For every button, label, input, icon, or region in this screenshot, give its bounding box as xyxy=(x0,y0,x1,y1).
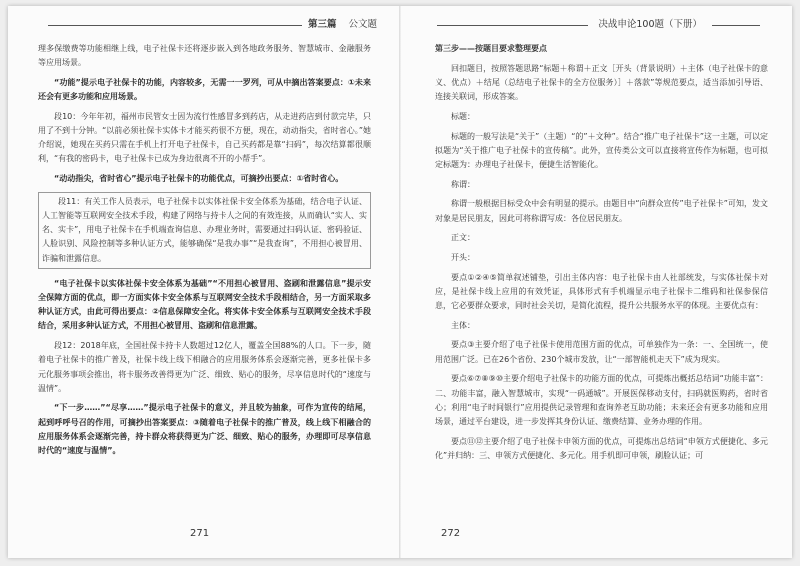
paragraph: 要点⑥⑦⑧⑨⑩主要介绍电子社保卡的功能方面的优点，可提炼出概括总结词“功能丰富”：二、功能丰富，融入智慧城市，实现“一码通城”。开展医保移动支付，扫码就医购药，省时省心；利用“电子时间银行”应用提供记录管理和查询养老互助功能；未来还会有更多功能和应用场景，通过平台建设，进一步发挥其身份认证、缴费结算、业务办理的作用。 xyxy=(435,374,768,426)
paragraph: 称谓： xyxy=(451,179,475,189)
paragraph: “动动指尖，省时省心”提示电子社保卡的功能优点，可摘抄出要点：①省时省心。 xyxy=(54,174,344,184)
paragraph: 要点①②④⑤简单叙述铺垫，引出主体内容：电子社保卡由人社部统发，与实体社保卡对应，是社保卡线上应用的有效凭证，具体形式有手机端显示电子社保卡二维码和社保参保信息，它必要群众要求，同时社会关切，是简化流程，提升公共服务水平的体现。主要优点有： xyxy=(435,272,768,311)
paragraph: 正文： xyxy=(451,233,475,243)
header-rule xyxy=(48,25,302,26)
paragraph: “下一步……”“尽享……”提示电子社保卡的意义，并且较为抽象，可作为宣传的结尾，起到呼呼号召的作用，可摘抄出答案要点：③随着电子社保卡的推广普及，线上线下相融合的应用服务体系会逐渐完善，持卡群众将获得更为广泛、细致、贴心的服务，办理即可尽享信息时代的“速度与温情”。 xyxy=(38,403,371,456)
left-page-content xyxy=(38,42,371,464)
book-spread xyxy=(8,6,792,558)
right-page-content xyxy=(435,42,768,469)
paragraph: 理多保缴费等功能相继上线，电子社保卡还将逐步嵌入到各地政务服务、智慧城市、金融服务等应用场景。 xyxy=(38,44,371,68)
paragraph: 主体： xyxy=(451,320,475,330)
left-page-header xyxy=(42,18,377,32)
paragraph: 段11：有关工作人员表示，电子社保卡以实体社保卡安全体系为基础，结合电子认证、人工智能等互联网安全技术手段，构建了网络与持卡人之间的有效连接，从而确认“实人、实名、实卡”，用电子社保卡在手机端查询信息、办理业务时，需要通过扫码认证、密码验证、人脸识别、风险控制等多种认证方式，能够确保“是我办事”“是我查询”，不用担心被冒用、诈骗和泄露信息。 xyxy=(38,192,371,269)
paragraph: 要点⑪⑫主要介绍了电子社保卡申领方面的优点，可提炼出总结词“申领方式便捷化、多元化”并归纳：三、申领方式便捷化、多元化。用手机即可申领，刷脸认证；可 xyxy=(435,436,768,460)
paragraph: 段12：2018年底，全国社保卡持卡人数超过12亿人，覆盖全国88%的人口。下一步，随着电子社保卡的推广普及，社保卡线上线下相融合的应用服务体系会逐渐完善，更多社保卡多元化服务事项会推出，将卡服务改善得更为广泛、细致、贴心的服务，尽享信息时代的“速度与温情”。 xyxy=(38,341,371,393)
section-heading: 第三步——按题目要求整理要点 xyxy=(435,44,547,53)
paragraph: 称谓一般根据目标受众中会有明显的提示。由题目中“向群众宣传”电子社保卡”可知，发文对象是居民朋友，因此可将称谓写成：各位居民朋友。 xyxy=(435,199,768,223)
right-page xyxy=(401,6,792,558)
header-rule xyxy=(437,25,588,26)
left-page xyxy=(8,6,399,558)
right-page-header xyxy=(431,18,766,32)
header-rule xyxy=(712,25,760,26)
header-title: 公文题 xyxy=(348,19,377,30)
paragraph: 标题： xyxy=(451,111,475,121)
paragraph: 回扣题目，按照答题思路“标题＋称谓＋正文［开头（背景说明）＋主体（电子社保卡的意义、优点）＋结尾（总结电子社保卡的全方位服务）］＋落款”等规范要点，适当添加引导语、连接关联词，形成答案。 xyxy=(435,63,768,102)
paragraph: 要点③主要介绍了电子社保卡使用范围方面的优点，可单独作为一条：一、全国统一，使用范围广泛。已在26个省份、230个城市发放，让“一部智能机走天下”成为现实。 xyxy=(435,340,768,364)
paragraph: 段10：今年年初，福州市民管女士因为流行性感冒多到药店，从走进药店到付款完毕，只用了不到十分钟。“以前必须社保卡实体卡才能买药很不方便，现在，动动指尖，省时省心。”她介绍说，她现在买药只需在手机上打开电子社保卡，自己买药都是靠“扫码”，每次结算都很顺利，“有我的密码卡，电子社保卡已成为身边很离不开的小帮手”。 xyxy=(38,111,371,164)
paragraph: “电子社保卡以实体社保卡安全体系为基础”“不用担心被冒用、盗刷和泄露信息”提示安全保障方面的优点，即一方面实体卡安全体系与互联网安全技术手段相结合，另一方面采取多种认证方式，由此可得出要点：②信息保障安全化。将实体卡安全体系与互联网安全技术手段结合，采用多种认证方式，不用担心被冒用、盗刷和信息泄露。 xyxy=(38,278,371,331)
header-section: 第三篇 xyxy=(307,19,337,30)
paragraph: “功能”提示电子社保卡的功能，内容较多，无需一一罗列，可从中摘出答案要点：①未来还会有更多功能和应用场景。 xyxy=(38,77,371,102)
header-title: 决战申论100题（下册） xyxy=(598,19,702,30)
page-number: 271 xyxy=(190,528,210,539)
page-number: 272 xyxy=(441,528,461,539)
paragraph: 标题的一般写法是“关于”（主题）“的”＋文种”。结合“推广电子社保卡”这一主题，可以定拟题为“关于推广电子社保卡的宣传稿”。此外，宣传类公文可以直接将宣传作为标题，也可拟定标题为：办理电子社保卡，便捷生活智能化。 xyxy=(435,131,769,169)
paragraph: 开头： xyxy=(451,252,475,262)
